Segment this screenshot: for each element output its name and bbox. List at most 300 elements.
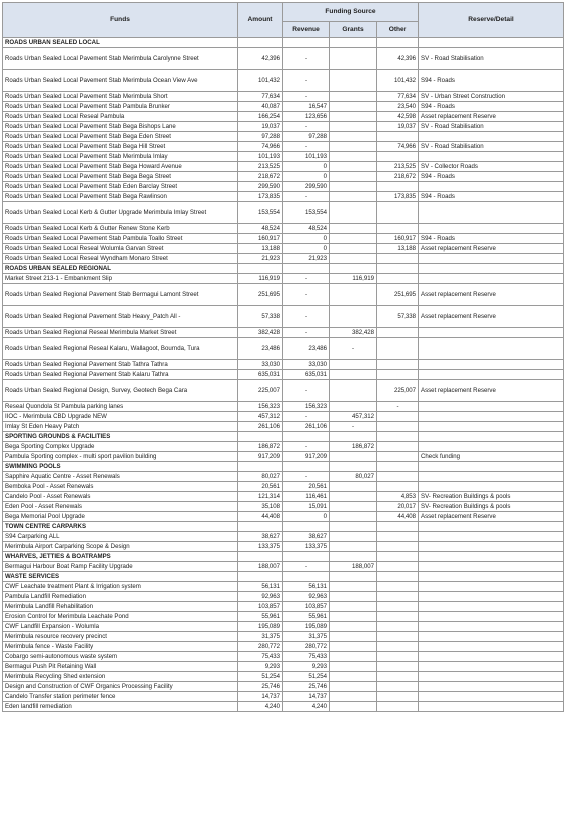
- revenue-cell: 299,590: [283, 182, 330, 192]
- revenue-cell: 101,193: [283, 152, 330, 162]
- grants-cell: [330, 132, 377, 142]
- revenue-cell: -: [283, 122, 330, 132]
- fund-cell: Erosion Control for Merimbula Leachate Pond: [3, 612, 238, 622]
- table-row: [3, 152, 564, 162]
- other-cell: -: [377, 402, 419, 412]
- amount-cell: 166,254: [238, 112, 283, 122]
- table-row: [3, 360, 564, 370]
- section-empty-cell: [377, 38, 419, 48]
- amount-cell: 213,525: [238, 162, 283, 172]
- section-header-row: [3, 572, 564, 582]
- revenue-cell: 195,089: [283, 622, 330, 632]
- grants-cell: [330, 672, 377, 682]
- fund-cell: Roads Urban Sealed Local Pavement Stab Bega Rawlinson: [3, 192, 238, 202]
- table-row: [3, 224, 564, 234]
- detail-cell: [419, 254, 564, 264]
- detail-cell: [419, 422, 564, 432]
- revenue-cell: 261,106: [283, 422, 330, 432]
- header-other: Other: [377, 22, 419, 38]
- section-title: WASTE SERVICES: [3, 572, 238, 582]
- table-row: [3, 182, 564, 192]
- grants-cell: [330, 92, 377, 102]
- grants-cell: [330, 532, 377, 542]
- revenue-cell: 16,547: [283, 102, 330, 112]
- detail-cell: [419, 642, 564, 652]
- revenue-cell: -: [283, 284, 330, 306]
- grants-cell: [330, 48, 377, 70]
- table-row: [3, 562, 564, 572]
- detail-cell: SV - Road Stabilisation: [419, 48, 564, 70]
- grants-cell: 382,428: [330, 328, 377, 338]
- amount-cell: 31,375: [238, 632, 283, 642]
- fund-cell: Roads Urban Sealed Local Pavement Stab Pambula Brunker: [3, 102, 238, 112]
- grants-cell: [330, 284, 377, 306]
- grants-cell: [330, 662, 377, 672]
- fund-cell: Roads Urban Sealed Local Pavement Stab Merimbula Imlay: [3, 152, 238, 162]
- fund-cell: Merimbula Recycling Shed extension: [3, 672, 238, 682]
- other-cell: [377, 582, 419, 592]
- other-cell: 20,017: [377, 502, 419, 512]
- revenue-cell: 56,131: [283, 582, 330, 592]
- detail-cell: Asset replacement Reserve: [419, 284, 564, 306]
- revenue-cell: -: [283, 70, 330, 92]
- amount-cell: 35,108: [238, 502, 283, 512]
- revenue-cell: -: [283, 192, 330, 202]
- grants-cell: [330, 642, 377, 652]
- other-cell: 251,695: [377, 284, 419, 306]
- detail-cell: [419, 602, 564, 612]
- fund-cell: Pambula Sporting complex - multi sport pavilion building: [3, 452, 238, 462]
- fund-cell: Cobargo semi-autonomous waste system: [3, 652, 238, 662]
- detail-cell: [419, 542, 564, 552]
- grants-cell: [330, 652, 377, 662]
- grants-cell: [330, 172, 377, 182]
- section-empty-cell: [238, 462, 283, 472]
- revenue-cell: 31,375: [283, 632, 330, 642]
- revenue-cell: -: [283, 380, 330, 402]
- section-empty-cell: [283, 432, 330, 442]
- detail-cell: [419, 632, 564, 642]
- grants-cell: 457,312: [330, 412, 377, 422]
- grants-cell: [330, 192, 377, 202]
- grants-cell: [330, 592, 377, 602]
- grants-cell: [330, 112, 377, 122]
- amount-cell: 195,089: [238, 622, 283, 632]
- grants-cell: [330, 682, 377, 692]
- fund-cell: Roads Urban Sealed Local Pavement Stab Merimbula Short: [3, 92, 238, 102]
- other-cell: [377, 692, 419, 702]
- amount-cell: 635,031: [238, 370, 283, 380]
- fund-cell: Merimbula fence - Waste Facility: [3, 642, 238, 652]
- revenue-cell: 280,772: [283, 642, 330, 652]
- table-row: [3, 48, 564, 70]
- amount-cell: 38,627: [238, 532, 283, 542]
- fund-cell: S94 Carparking ALL: [3, 532, 238, 542]
- table-row: [3, 692, 564, 702]
- section-title: WHARVES, JETTIES & BOATRAMPS: [3, 552, 238, 562]
- amount-cell: 14,737: [238, 692, 283, 702]
- other-cell: [377, 152, 419, 162]
- amount-cell: 457,312: [238, 412, 283, 422]
- section-empty-cell: [330, 572, 377, 582]
- other-cell: [377, 338, 419, 360]
- amount-cell: 173,835: [238, 192, 283, 202]
- table-row: [3, 512, 564, 522]
- table-row: [3, 632, 564, 642]
- section-header-row: [3, 432, 564, 442]
- table-row: [3, 682, 564, 692]
- revenue-cell: 635,031: [283, 370, 330, 380]
- table-row: [3, 274, 564, 284]
- section-empty-cell: [330, 432, 377, 442]
- table-row: [3, 482, 564, 492]
- section-empty-cell: [419, 552, 564, 562]
- other-cell: [377, 412, 419, 422]
- amount-cell: 80,027: [238, 472, 283, 482]
- grants-cell: [330, 692, 377, 702]
- table-row: [3, 422, 564, 432]
- amount-cell: 42,396: [238, 48, 283, 70]
- grants-cell: [330, 234, 377, 244]
- detail-cell: [419, 592, 564, 602]
- grants-cell: [330, 492, 377, 502]
- grants-cell: [330, 360, 377, 370]
- grants-cell: [330, 502, 377, 512]
- amount-cell: 92,963: [238, 592, 283, 602]
- detail-cell: [419, 370, 564, 380]
- other-cell: 44,408: [377, 512, 419, 522]
- revenue-cell: -: [283, 48, 330, 70]
- section-empty-cell: [377, 572, 419, 582]
- detail-cell: Asset replacement Reserve: [419, 512, 564, 522]
- table-row: [3, 142, 564, 152]
- amount-cell: 25,746: [238, 682, 283, 692]
- section-empty-cell: [419, 38, 564, 48]
- section-empty-cell: [377, 552, 419, 562]
- amount-cell: 101,432: [238, 70, 283, 92]
- detail-cell: S94 - Roads: [419, 172, 564, 182]
- other-cell: [377, 642, 419, 652]
- section-empty-cell: [419, 432, 564, 442]
- other-cell: [377, 542, 419, 552]
- amount-cell: 21,923: [238, 254, 283, 264]
- amount-cell: 75,433: [238, 652, 283, 662]
- revenue-cell: 75,433: [283, 652, 330, 662]
- section-empty-cell: [377, 462, 419, 472]
- fund-cell: Bega Memorial Pool Upgrade: [3, 512, 238, 522]
- revenue-cell: 48,524: [283, 224, 330, 234]
- amount-cell: 77,634: [238, 92, 283, 102]
- grants-cell: [330, 122, 377, 132]
- detail-cell: [419, 182, 564, 192]
- revenue-cell: 917,209: [283, 452, 330, 462]
- table-row: [3, 402, 564, 412]
- amount-cell: 103,857: [238, 602, 283, 612]
- other-cell: [377, 702, 419, 712]
- amount-cell: 218,672: [238, 172, 283, 182]
- grants-cell: [330, 162, 377, 172]
- revenue-cell: 0: [283, 234, 330, 244]
- fund-cell: Roads Urban Sealed Local Pavement Stab Bega Howard Avenue: [3, 162, 238, 172]
- detail-cell: [419, 652, 564, 662]
- revenue-cell: 133,375: [283, 542, 330, 552]
- detail-cell: [419, 274, 564, 284]
- grants-cell: [330, 452, 377, 462]
- table-row: [3, 592, 564, 602]
- section-header-row: [3, 264, 564, 274]
- other-cell: 160,917: [377, 234, 419, 244]
- revenue-cell: 23,486: [283, 338, 330, 360]
- detail-cell: [419, 692, 564, 702]
- section-empty-cell: [283, 38, 330, 48]
- amount-cell: 55,961: [238, 612, 283, 622]
- grants-cell: [330, 402, 377, 412]
- revenue-cell: 25,746: [283, 682, 330, 692]
- other-cell: [377, 652, 419, 662]
- revenue-cell: 4,240: [283, 702, 330, 712]
- fund-cell: Roads Urban Sealed Regional Pavement Stab Kalaru Tathra: [3, 370, 238, 380]
- amount-cell: 121,314: [238, 492, 283, 502]
- revenue-cell: 14,737: [283, 692, 330, 702]
- section-empty-cell: [330, 38, 377, 48]
- fund-cell: Sapphire Aquatic Centre - Asset Renewals: [3, 472, 238, 482]
- revenue-cell: 20,561: [283, 482, 330, 492]
- revenue-cell: 156,323: [283, 402, 330, 412]
- amount-cell: 51,254: [238, 672, 283, 682]
- section-title: TOWN CENTRE CARPARKS: [3, 522, 238, 532]
- section-empty-cell: [377, 522, 419, 532]
- amount-cell: 133,375: [238, 542, 283, 552]
- section-title: ROADS URBAN SEALED LOCAL: [3, 38, 238, 48]
- detail-cell: SV - Road Stabilisation: [419, 142, 564, 152]
- grants-cell: [330, 152, 377, 162]
- table-row: [3, 172, 564, 182]
- detail-cell: [419, 360, 564, 370]
- grants-cell: [330, 622, 377, 632]
- section-empty-cell: [238, 522, 283, 532]
- other-cell: [377, 602, 419, 612]
- detail-cell: [419, 202, 564, 224]
- table-row: [3, 642, 564, 652]
- other-cell: [377, 422, 419, 432]
- fund-cell: Roads Urban Sealed Regional Reseal Merimbula Market Street: [3, 328, 238, 338]
- section-empty-cell: [330, 462, 377, 472]
- detail-cell: S94 - Roads: [419, 192, 564, 202]
- header-funding-source: Funding Source: [283, 3, 419, 22]
- other-cell: [377, 254, 419, 264]
- table-row: [3, 542, 564, 552]
- table-row: [3, 532, 564, 542]
- fund-cell: Design and Construction of CWF Organics Processing Facility: [3, 682, 238, 692]
- revenue-cell: -: [283, 412, 330, 422]
- detail-cell: Check funding: [419, 452, 564, 462]
- other-cell: 13,188: [377, 244, 419, 254]
- revenue-cell: 33,030: [283, 360, 330, 370]
- section-header-row: [3, 552, 564, 562]
- detail-cell: [419, 702, 564, 712]
- header-revenue: Revenue: [283, 22, 330, 38]
- table-row: [3, 234, 564, 244]
- table-row: [3, 492, 564, 502]
- other-cell: 42,396: [377, 48, 419, 70]
- revenue-cell: 55,961: [283, 612, 330, 622]
- fund-cell: Pambula Landfill Remediation: [3, 592, 238, 602]
- table-row: [3, 202, 564, 224]
- amount-cell: 13,188: [238, 244, 283, 254]
- other-cell: 19,037: [377, 122, 419, 132]
- detail-cell: [419, 442, 564, 452]
- section-empty-cell: [377, 432, 419, 442]
- fund-cell: Bermagui Harbour Boat Ramp Facility Upgrade: [3, 562, 238, 572]
- detail-cell: Asset replacement Reserve: [419, 306, 564, 328]
- fund-cell: Roads Urban Sealed Regional Reseal Kalaru, Wallagoot, Bournda, Tura: [3, 338, 238, 360]
- fund-cell: Eden landfill remediation: [3, 702, 238, 712]
- other-cell: [377, 472, 419, 482]
- table-row: [3, 328, 564, 338]
- detail-cell: [419, 472, 564, 482]
- revenue-cell: 123,656: [283, 112, 330, 122]
- amount-cell: 261,106: [238, 422, 283, 432]
- fund-cell: Roads Urban Sealed Regional Pavement Stab Bermagui Lamont Street: [3, 284, 238, 306]
- table-row: [3, 612, 564, 622]
- table-row: [3, 132, 564, 142]
- revenue-cell: 103,857: [283, 602, 330, 612]
- amount-cell: 153,554: [238, 202, 283, 224]
- table-row: [3, 452, 564, 462]
- grants-cell: 116,919: [330, 274, 377, 284]
- other-cell: 77,634: [377, 92, 419, 102]
- section-empty-cell: [283, 522, 330, 532]
- fund-cell: Roads Urban Sealed Local Pavement Stab Bega Eden Street: [3, 132, 238, 142]
- grants-cell: -: [330, 338, 377, 360]
- fund-cell: Roads Urban Sealed Regional Pavement Stab Tathra Tathra: [3, 360, 238, 370]
- other-cell: 4,853: [377, 492, 419, 502]
- section-empty-cell: [283, 462, 330, 472]
- detail-cell: SV- Recreation Buildings & pools: [419, 502, 564, 512]
- section-empty-cell: [330, 552, 377, 562]
- fund-cell: Roads Urban Sealed Local Pavement Stab Bega Hill Street: [3, 142, 238, 152]
- amount-cell: 33,030: [238, 360, 283, 370]
- section-empty-cell: [419, 264, 564, 274]
- fund-cell: Roads Urban Sealed Local Pavement Stab Bega Bega Street: [3, 172, 238, 182]
- other-cell: [377, 592, 419, 602]
- section-empty-cell: [238, 572, 283, 582]
- table-row: [3, 672, 564, 682]
- section-header-row: [3, 38, 564, 48]
- section-title: SWIMMING POOLS: [3, 462, 238, 472]
- fund-cell: Bermagui Push Pit Retaining Wall: [3, 662, 238, 672]
- table-row: [3, 652, 564, 662]
- revenue-cell: 9,293: [283, 662, 330, 672]
- fund-cell: Merimbula Landfill Rehabilitation: [3, 602, 238, 612]
- other-cell: [377, 612, 419, 622]
- table-row: [3, 370, 564, 380]
- detail-cell: [419, 672, 564, 682]
- fund-cell: Candelo Pool - Asset Renewals: [3, 492, 238, 502]
- section-title: SPORTING GROUNDS & FACILITIES: [3, 432, 238, 442]
- table-body: [3, 38, 564, 712]
- amount-cell: 40,087: [238, 102, 283, 112]
- fund-cell: Eden Pool - Asset Renewals: [3, 502, 238, 512]
- revenue-cell: 15,091: [283, 502, 330, 512]
- amount-cell: 57,338: [238, 306, 283, 328]
- other-cell: 225,007: [377, 380, 419, 402]
- detail-cell: [419, 328, 564, 338]
- other-cell: 218,672: [377, 172, 419, 182]
- fund-cell: Roads Urban Sealed Local Kerb & Gutter Renew Stone Kerb: [3, 224, 238, 234]
- other-cell: [377, 360, 419, 370]
- fund-cell: Roads Urban Sealed Regional Design, Survey, Geotech Bega Cara: [3, 380, 238, 402]
- fund-cell: IIOC - Merimbula CBD Upgrade NEW: [3, 412, 238, 422]
- table-row: [3, 472, 564, 482]
- other-cell: 173,835: [377, 192, 419, 202]
- table-row: [3, 102, 564, 112]
- table-row: [3, 412, 564, 422]
- header-grants: Grants: [330, 22, 377, 38]
- section-title: ROADS URBAN SEALED REGIONAL: [3, 264, 238, 274]
- fund-cell: Reseal Quondola St Pambula parking lanes: [3, 402, 238, 412]
- section-empty-cell: [238, 38, 283, 48]
- table-row: [3, 602, 564, 612]
- detail-cell: [419, 132, 564, 142]
- fund-cell: CWF Leachate treatment Plant & Irrigation system: [3, 582, 238, 592]
- other-cell: 101,432: [377, 70, 419, 92]
- detail-cell: Asset replacement Reserve: [419, 244, 564, 254]
- revenue-cell: -: [283, 562, 330, 572]
- fund-cell: Roads Urban Sealed Regional Pavement Stab Heavy_Patch All -: [3, 306, 238, 328]
- detail-cell: [419, 152, 564, 162]
- section-empty-cell: [377, 264, 419, 274]
- grants-cell: [330, 224, 377, 234]
- other-cell: [377, 672, 419, 682]
- revenue-cell: 51,254: [283, 672, 330, 682]
- amount-cell: 56,131: [238, 582, 283, 592]
- detail-cell: [419, 612, 564, 622]
- revenue-cell: -: [283, 274, 330, 284]
- grants-cell: [330, 370, 377, 380]
- detail-cell: [419, 562, 564, 572]
- other-cell: 23,540: [377, 102, 419, 112]
- revenue-cell: 97,288: [283, 132, 330, 142]
- revenue-cell: -: [283, 442, 330, 452]
- table-header: [3, 3, 564, 38]
- detail-cell: S94 - Roads: [419, 234, 564, 244]
- section-empty-cell: [238, 432, 283, 442]
- other-cell: [377, 532, 419, 542]
- detail-cell: [419, 224, 564, 234]
- table-row: [3, 122, 564, 132]
- table-row: [3, 380, 564, 402]
- grants-cell: [330, 306, 377, 328]
- revenue-cell: 92,963: [283, 592, 330, 602]
- grants-cell: [330, 70, 377, 92]
- other-cell: [377, 328, 419, 338]
- fund-cell: CWF Landfill Expansion - Wolumla: [3, 622, 238, 632]
- grants-cell: [330, 142, 377, 152]
- section-empty-cell: [419, 572, 564, 582]
- other-cell: [377, 632, 419, 642]
- amount-cell: 23,486: [238, 338, 283, 360]
- detail-cell: [419, 682, 564, 692]
- fund-cell: Market Street 213-1 - Embankment Slip: [3, 274, 238, 284]
- revenue-cell: 21,923: [283, 254, 330, 264]
- grants-cell: [330, 702, 377, 712]
- table-row: [3, 92, 564, 102]
- other-cell: [377, 682, 419, 692]
- grants-cell: 186,872: [330, 442, 377, 452]
- other-cell: [377, 452, 419, 462]
- revenue-cell: 0: [283, 512, 330, 522]
